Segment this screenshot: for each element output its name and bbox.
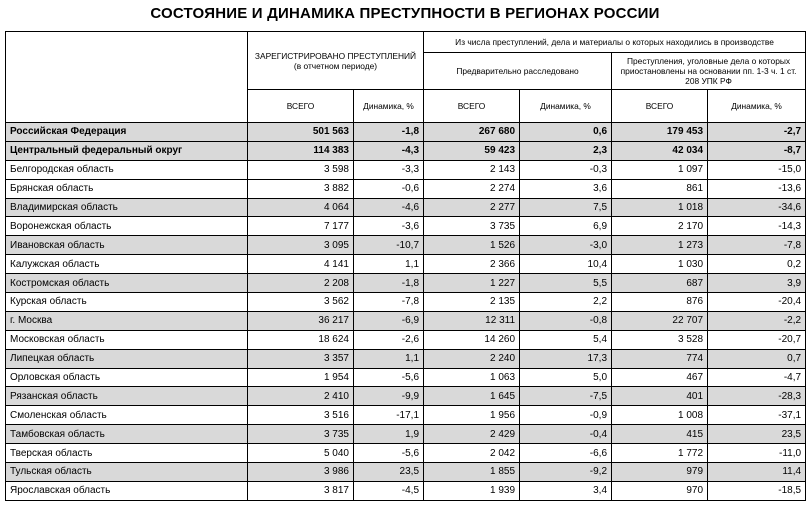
inv-dynamics-cell: 6,9 [520, 217, 612, 236]
region-cell: Брянская область [6, 179, 248, 198]
reg-dynamics-cell: -2,6 [354, 330, 424, 349]
sus-dynamics-cell: -4,7 [708, 368, 806, 387]
reg-total-header: ВСЕГО [248, 90, 354, 123]
inv-total-cell: 1 855 [424, 463, 520, 482]
region-cell: г. Москва [6, 311, 248, 330]
inv-total-cell: 1 956 [424, 406, 520, 425]
inv-dynamics-cell: -9,2 [520, 463, 612, 482]
inv-total-cell: 2 277 [424, 198, 520, 217]
reg-total-cell: 501 563 [248, 123, 354, 142]
registered-header: ЗАРЕГИСТРИРОВАНО ПРЕСТУПЛЕНИЙ (в отчетном периоде) [248, 32, 424, 90]
reg-dynamics-cell: -10,7 [354, 236, 424, 255]
inv-dynamics-cell: 3,6 [520, 179, 612, 198]
sus-dynamics-cell: -11,0 [708, 444, 806, 463]
sus-dynamics-cell: -8,7 [708, 141, 806, 160]
inv-dynamics-cell: -0,9 [520, 406, 612, 425]
inv-total-cell: 1 526 [424, 236, 520, 255]
reg-dynamics-cell: -9,9 [354, 387, 424, 406]
reg-total-cell: 3 817 [248, 481, 354, 500]
inv-dynamics-cell: -3,0 [520, 236, 612, 255]
sus-total-header: ВСЕГО [612, 90, 708, 123]
sus-dynamics-cell: 3,9 [708, 274, 806, 293]
region-cell: Калужская область [6, 255, 248, 274]
reg-total-cell: 4 064 [248, 198, 354, 217]
inv-total-cell: 267 680 [424, 123, 520, 142]
sus-total-cell: 3 528 [612, 330, 708, 349]
reg-dynamics-cell: -0,6 [354, 179, 424, 198]
inv-total-cell: 1 939 [424, 481, 520, 500]
reg-dynamics-cell: -4,5 [354, 481, 424, 500]
sus-total-cell: 415 [612, 425, 708, 444]
inv-dynamics-cell: -0,8 [520, 311, 612, 330]
sus-total-cell: 774 [612, 349, 708, 368]
inv-total-cell: 2 274 [424, 179, 520, 198]
region-cell: Курская область [6, 293, 248, 312]
reg-dynamics-cell: -1,8 [354, 274, 424, 293]
sus-dynamics-header: Динамика, % [708, 90, 806, 123]
reg-total-cell: 3 882 [248, 179, 354, 198]
sus-total-cell: 970 [612, 481, 708, 500]
inv-dynamics-cell: 2,2 [520, 293, 612, 312]
sus-total-cell: 467 [612, 368, 708, 387]
reg-total-cell: 3 598 [248, 160, 354, 179]
of-which-header: Из числа преступлений, дела и материалы о которых находились в производстве [424, 32, 806, 53]
inv-dynamics-cell: 17,3 [520, 349, 612, 368]
sus-total-cell: 876 [612, 293, 708, 312]
inv-dynamics-cell: 10,4 [520, 255, 612, 274]
table-body [6, 123, 806, 501]
reg-total-cell: 4 141 [248, 255, 354, 274]
reg-dynamics-cell: -5,6 [354, 444, 424, 463]
table-row [6, 330, 806, 349]
sus-total-cell: 179 453 [612, 123, 708, 142]
inv-dynamics-cell: 7,5 [520, 198, 612, 217]
region-cell: Воронежская область [6, 217, 248, 236]
reg-dynamics-cell: -6,9 [354, 311, 424, 330]
investigated-header: Предварительно расследовано [424, 53, 612, 90]
sus-total-cell: 1 772 [612, 444, 708, 463]
region-cell: Тверская область [6, 444, 248, 463]
inv-total-cell: 1 645 [424, 387, 520, 406]
region-cell: Ярославская область [6, 481, 248, 500]
reg-dynamics-cell: -1,8 [354, 123, 424, 142]
sus-total-cell: 2 170 [612, 217, 708, 236]
page-title: СОСТОЯНИЕ И ДИНАМИКА ПРЕСТУПНОСТИ В РЕГИОНАХ РОССИИ [150, 5, 660, 22]
reg-total-cell: 3 562 [248, 293, 354, 312]
table-row [6, 444, 806, 463]
inv-total-cell: 14 260 [424, 330, 520, 349]
crime-table [5, 31, 806, 501]
inv-dynamics-cell: 2,3 [520, 141, 612, 160]
table-row [6, 198, 806, 217]
inv-dynamics-cell: 5,5 [520, 274, 612, 293]
region-cell: Владимирская область [6, 198, 248, 217]
sus-total-cell: 42 034 [612, 141, 708, 160]
inv-total-cell: 3 735 [424, 217, 520, 236]
inv-dynamics-cell: 3,4 [520, 481, 612, 500]
sus-total-cell: 401 [612, 387, 708, 406]
inv-total-cell: 2 240 [424, 349, 520, 368]
table-row [6, 311, 806, 330]
region-cell: Тамбовская область [6, 425, 248, 444]
table-row [6, 368, 806, 387]
reg-total-cell: 36 217 [248, 311, 354, 330]
reg-dynamics-cell: -7,8 [354, 293, 424, 312]
table-row [6, 160, 806, 179]
reg-total-cell: 7 177 [248, 217, 354, 236]
sus-dynamics-cell: 23,5 [708, 425, 806, 444]
reg-total-cell: 3 986 [248, 463, 354, 482]
reg-total-cell: 3 357 [248, 349, 354, 368]
reg-total-cell: 114 383 [248, 141, 354, 160]
reg-total-cell: 3 095 [248, 236, 354, 255]
inv-total-cell: 1 063 [424, 368, 520, 387]
reg-dynamics-cell: -3,3 [354, 160, 424, 179]
sus-dynamics-cell: -18,5 [708, 481, 806, 500]
sus-dynamics-cell: -13,6 [708, 179, 806, 198]
inv-dynamics-cell: 0,6 [520, 123, 612, 142]
sus-total-cell: 979 [612, 463, 708, 482]
sus-total-cell: 861 [612, 179, 708, 198]
reg-total-cell: 1 954 [248, 368, 354, 387]
sus-total-cell: 1 097 [612, 160, 708, 179]
region-cell: Ивановская область [6, 236, 248, 255]
table-row [6, 406, 806, 425]
sus-dynamics-cell: -34,6 [708, 198, 806, 217]
reg-dynamics-header: Динамика, % [354, 90, 424, 123]
reg-total-cell: 18 624 [248, 330, 354, 349]
reg-dynamics-cell: -5,6 [354, 368, 424, 387]
region-cell: Российская Федерация [6, 123, 248, 142]
inv-dynamics-header: Динамика, % [520, 90, 612, 123]
reg-total-cell: 5 040 [248, 444, 354, 463]
sus-dynamics-cell: -7,8 [708, 236, 806, 255]
sus-total-cell: 687 [612, 274, 708, 293]
region-cell: Смоленская область [6, 406, 248, 425]
sus-dynamics-cell: -28,3 [708, 387, 806, 406]
table-row [6, 255, 806, 274]
table-row [6, 217, 806, 236]
table-row [6, 274, 806, 293]
table-row [6, 387, 806, 406]
table-row [6, 236, 806, 255]
table-row [6, 481, 806, 500]
inv-total-header: ВСЕГО [424, 90, 520, 123]
region-cell: Орловская область [6, 368, 248, 387]
table-header [6, 32, 806, 123]
inv-total-cell: 59 423 [424, 141, 520, 160]
region-cell: Московская область [6, 330, 248, 349]
reg-dynamics-cell: 1,9 [354, 425, 424, 444]
inv-dynamics-cell: -0,3 [520, 160, 612, 179]
inv-total-cell: 12 311 [424, 311, 520, 330]
region-header-cell [6, 32, 248, 123]
sus-dynamics-cell: -14,3 [708, 217, 806, 236]
sus-dynamics-cell: -2,2 [708, 311, 806, 330]
sus-total-cell: 1 018 [612, 198, 708, 217]
region-cell: Рязанская область [6, 387, 248, 406]
inv-dynamics-cell: -6,6 [520, 444, 612, 463]
table-row [6, 141, 806, 160]
inv-dynamics-cell: -0,4 [520, 425, 612, 444]
reg-total-cell: 2 410 [248, 387, 354, 406]
inv-total-cell: 2 143 [424, 160, 520, 179]
region-cell: Липецкая область [6, 349, 248, 368]
inv-total-cell: 2 135 [424, 293, 520, 312]
inv-total-cell: 2 042 [424, 444, 520, 463]
table-row [6, 123, 806, 142]
reg-total-cell: 2 208 [248, 274, 354, 293]
inv-total-cell: 2 366 [424, 255, 520, 274]
sus-dynamics-cell: -20,7 [708, 330, 806, 349]
table-row [6, 179, 806, 198]
table-row [6, 425, 806, 444]
table-row [6, 463, 806, 482]
reg-dynamics-cell: -4,3 [354, 141, 424, 160]
reg-dynamics-cell: -3,6 [354, 217, 424, 236]
sus-dynamics-cell: -20,4 [708, 293, 806, 312]
table-row [6, 293, 806, 312]
region-cell: Центральный федеральный округ [6, 141, 248, 160]
sus-total-cell: 1 030 [612, 255, 708, 274]
inv-total-cell: 2 429 [424, 425, 520, 444]
reg-dynamics-cell: 23,5 [354, 463, 424, 482]
inv-dynamics-cell: -7,5 [520, 387, 612, 406]
region-cell: Белгородская область [6, 160, 248, 179]
reg-dynamics-cell: 1,1 [354, 349, 424, 368]
reg-total-cell: 3 516 [248, 406, 354, 425]
sus-dynamics-cell: -2,7 [708, 123, 806, 142]
suspended-header: Преступления, уголовные дела о которых приостановлены на основании пп. 1-3 ч. 1 ст. 208 УПК РФ [612, 53, 806, 90]
sus-dynamics-cell: -37,1 [708, 406, 806, 425]
sus-total-cell: 1 008 [612, 406, 708, 425]
inv-dynamics-cell: 5,4 [520, 330, 612, 349]
region-cell: Тульская область [6, 463, 248, 482]
reg-dynamics-cell: -17,1 [354, 406, 424, 425]
sus-total-cell: 1 273 [612, 236, 708, 255]
region-cell: Костромская область [6, 274, 248, 293]
sus-dynamics-cell: 0,7 [708, 349, 806, 368]
reg-total-cell: 3 735 [248, 425, 354, 444]
sus-dynamics-cell: 11,4 [708, 463, 806, 482]
inv-total-cell: 1 227 [424, 274, 520, 293]
table-row [6, 349, 806, 368]
sus-dynamics-cell: -15,0 [708, 160, 806, 179]
reg-dynamics-cell: 1,1 [354, 255, 424, 274]
sus-dynamics-cell: 0,2 [708, 255, 806, 274]
sus-total-cell: 22 707 [612, 311, 708, 330]
reg-dynamics-cell: -4,6 [354, 198, 424, 217]
inv-dynamics-cell: 5,0 [520, 368, 612, 387]
